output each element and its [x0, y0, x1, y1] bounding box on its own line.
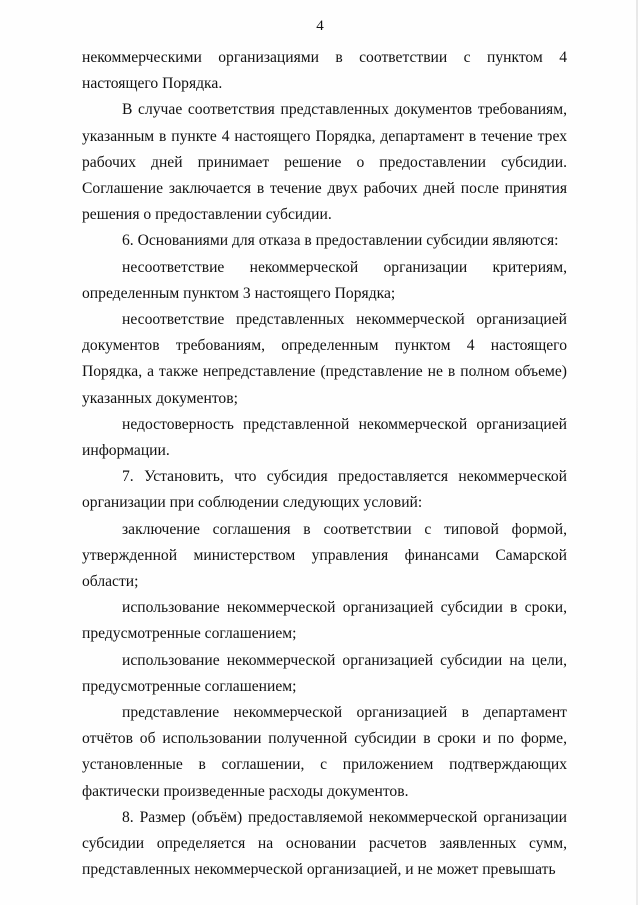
- scan-edge-shadow: [636, 0, 638, 905]
- document-body: [82, 45, 567, 884]
- paragraph-11: представление некоммерческой организацией в департамент отчётов об использовании полученной субсидии в сроки и по форме, установленные в соглашении, с приложением подтверждающих фактически произведенные расходы документов.: [82, 704, 567, 800]
- paragraph-12: 8. Размер (объём) предоставляемой некоммерческой организации субсидии определяется на основании расчетов заявленных сумм, представленных некоммерческой организацией, и не может превышать: [82, 808, 567, 879]
- paragraph-4: несоответствие некоммерческой организации критериям, определенным пунктом 3 настоящего Порядка;: [82, 258, 567, 302]
- paragraph-6: недостоверность представленной некоммерческой организацией информации.: [82, 415, 567, 460]
- paragraph-8: заключение соглашения в соответствии с типовой формой, утвержденной министерством управления финансами Самарской области;: [82, 520, 567, 591]
- paragraph-3: 6. Основаниями для отказа в предоставлении субсидии являются:: [122, 232, 559, 250]
- paragraph-10: использование некоммерческой организацией субсидии на цели, предусмотренные соглашением;: [82, 651, 567, 695]
- paragraph-9: использование некоммерческой организацией субсидии в сроки, предусмотренные соглашением;: [82, 599, 567, 643]
- paragraph-5: несоответствие представленных некоммерческой организацией документов требованиям, определенным пунктом 4 настоящего Порядка, а также непредставление (представление не в полном объеме) указанных документов;: [82, 311, 567, 407]
- paragraph-7: 7. Установить, что субсидия предоставляется некоммерческой организации при соблюдении следующих условий:: [82, 468, 567, 512]
- page-number: 4: [316, 18, 324, 34]
- paragraph-2: В случае соответствия представленных документов требованиям, указанным в пункте 4 настоящего Порядка, департамент в течение трех рабочих дней принимает решение о предоставлении субсидии. Соглашение заключается в течение двух рабочих дней после принятия решения о предоставлении субсидии.: [82, 101, 567, 224]
- paragraph-1: некоммерческими организациями в соответствии с пунктом 4 настоящего Порядка.: [82, 49, 567, 93]
